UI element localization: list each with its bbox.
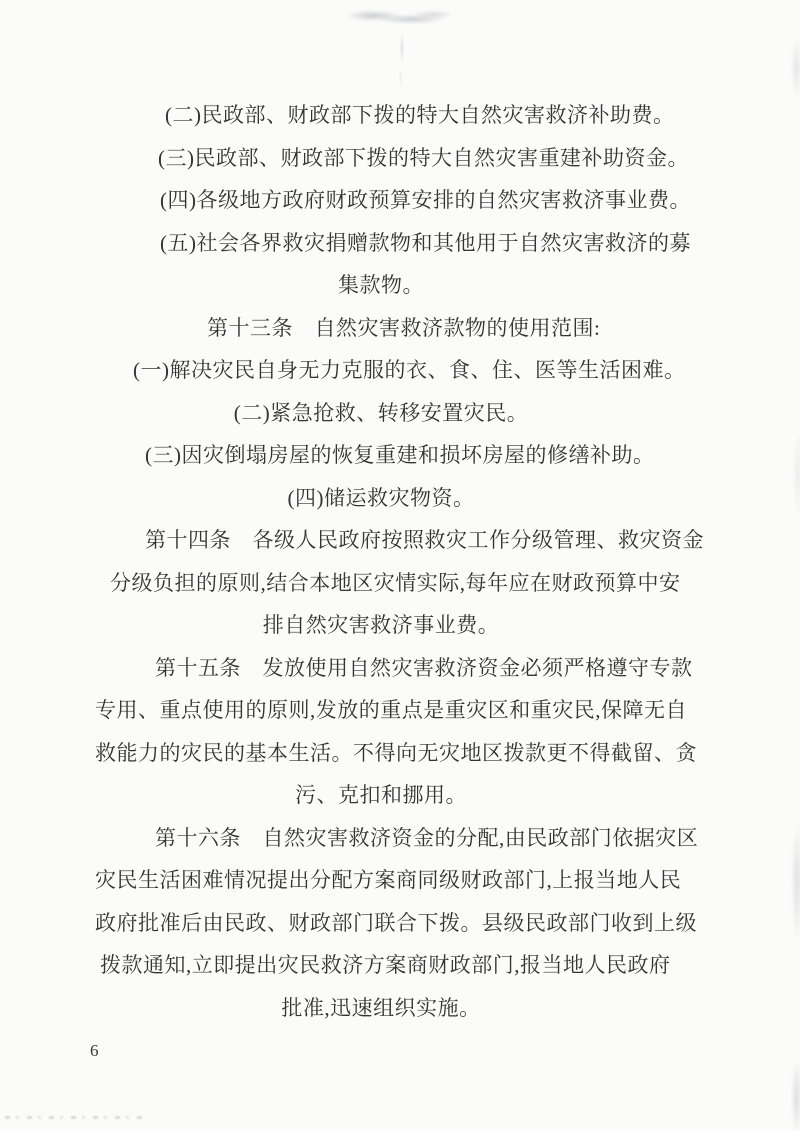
- text-line: (三)民政部、财政部下拨的特大自然灾害重建补助资金。: [158, 145, 689, 170]
- text-line: 污、克扣和挪用。: [295, 783, 467, 807]
- text-line: (四)各级地方政府财政预算安排的自然灾害救济事业费。: [160, 188, 691, 212]
- scan-edge-noise: [784, 0, 800, 1131]
- text-line: 排自然灾害救济事业费。: [262, 613, 500, 637]
- text-line: 批准,迅速组织实施。: [281, 995, 481, 1020]
- text-line: 政府批准后由民政、财政部门联合下拨。县级民政部门收到上级: [95, 910, 697, 935]
- text-line: 专用、重点使用的原则,发放的重点是重灾区和重灾民,保障无自: [95, 698, 687, 722]
- document-body: [95, 94, 704, 1029]
- text-line: 分级负担的原则,结合本地区灾情实际,每年应在财政预算中安: [110, 570, 681, 595]
- page-number: 6: [90, 1041, 99, 1060]
- text-line: (四)储运救灾物资。: [287, 485, 475, 510]
- text-line: 灾民生活困难情况提出分配方案商同级财政部门,上报当地人民: [95, 868, 682, 892]
- article-heading-line: 第十六条 自然灾害救济资金的分配,由民政部门依据灾区: [155, 825, 699, 850]
- article-heading-line: 第十五条 发放使用自然灾害救济资金必须严格遵守专款: [155, 655, 693, 680]
- text-line: (五)社会各界救灾捐赠款物和其他用于自然灾害救济的募: [160, 230, 691, 255]
- scan-bottom-marks: [5, 1116, 145, 1119]
- text-line: (二)民政部、财政部下拨的特大自然灾害救济补助费。: [165, 103, 675, 127]
- text-line: 拨款通知,立即提出灾民救济方案商财政部门,报当地人民政府: [100, 953, 671, 977]
- text-line: 救能力的灾民的基本生活。不得向无灾地区拨款更不得截留、贪: [95, 740, 697, 765]
- text-line: (一)解决灾民自身无力克服的衣、食、住、医等生活困难。: [133, 358, 686, 382]
- text-line: 集款物。: [338, 273, 424, 297]
- scan-smudge-tail: [395, 30, 409, 90]
- article-heading-line: 第十四条 各级人民政府按照救灾工作分级管理、救灾资金: [145, 528, 704, 552]
- text-line: (三)因灾倒塌房屋的恢复重建和损坏房屋的修缮补助。: [145, 443, 655, 467]
- article-heading-line: 第十三条 自然灾害救济款物的使用范围:: [207, 315, 601, 340]
- text-line: (二)紧急抢救、转移安置灾民。: [233, 400, 529, 425]
- scan-smudge: [340, 6, 450, 30]
